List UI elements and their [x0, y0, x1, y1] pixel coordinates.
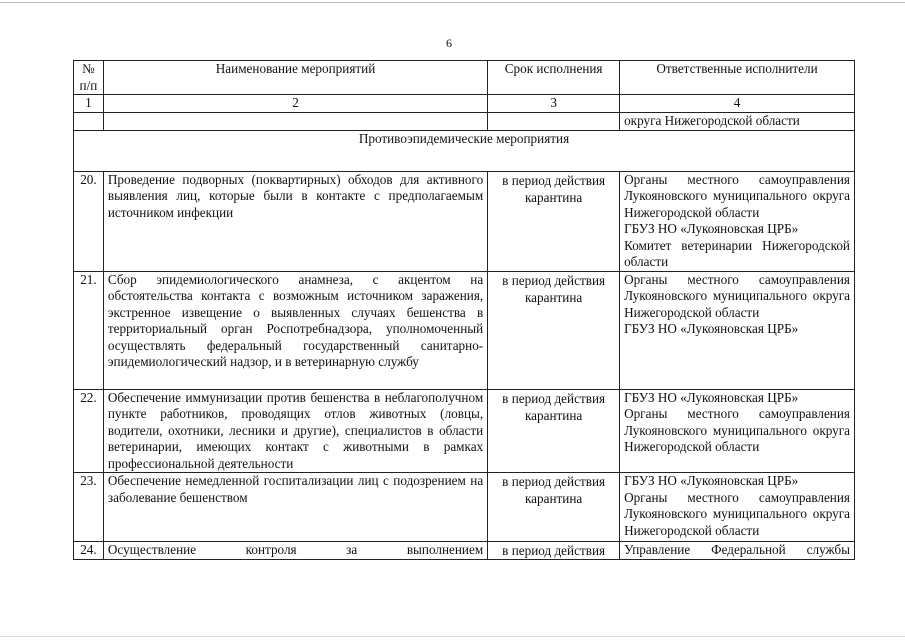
row-responsible	[620, 389, 855, 473]
responsible-line: ГБУЗ НО «Лукояновская ЦРБ»	[624, 473, 799, 488]
page-number: 6	[446, 36, 452, 50]
responsible-line: Органы местного самоуправления Лукояновского муниципального округа Нижегородской области	[624, 171, 850, 220]
responsible-line: ГБУЗ НО «Лукояновская ЦРБ»	[624, 321, 799, 336]
responsible-line: Органы местного самоуправления Лукояновского муниципального округа Нижегородской области	[624, 406, 850, 454]
index-cell: 4	[620, 95, 855, 113]
scan-edge-top	[0, 2, 905, 3]
index-cell: 1	[74, 95, 104, 113]
index-cell: 3	[488, 95, 620, 113]
header-name: Наименование мероприятий	[103, 61, 487, 95]
responsible-line: Органы местного самоуправления Лукояновского муниципального округа Нижегородской области	[624, 271, 850, 320]
responsible-line: Управление Федеральной службы	[624, 542, 850, 557]
continuation-row	[74, 112, 855, 130]
table-row	[74, 389, 855, 473]
scan-edge-bottom	[0, 636, 905, 637]
row-name: Сбор эпидемиологического анамнеза, с акцентом на обстоятельства контакта с возможным источником заражения, экстренное извещение о выявленных случаях бешенства в территориальный орган Роспотребнадзора, уполномоченный осуществлять федеральный государственный санитарно-эпидемиологический надзор, и в ветеринарную службу	[103, 271, 487, 389]
row-term: в период действия	[488, 542, 620, 560]
row-term: в период действия карантина	[488, 171, 620, 271]
table-row	[74, 542, 855, 560]
table-row	[74, 473, 855, 542]
measures-table	[73, 60, 855, 560]
header-term: Срок исполнения	[488, 61, 620, 95]
row-name: Проведение подворных (поквартирных) обходов для активного выявления лиц, которые были в контакте с предполагаемым источником инфекции	[103, 171, 487, 271]
header-num: № п/п	[74, 61, 104, 95]
row-responsible	[620, 271, 855, 389]
responsible-line: ГБУЗ НО «Лукояновская ЦРБ»	[624, 389, 799, 405]
row-responsible	[620, 171, 855, 271]
responsible-line: Органы местного самоуправления Лукояновского муниципального округа Нижегородской области	[624, 489, 850, 538]
row-number: 23.	[74, 473, 104, 542]
row-responsible	[620, 473, 855, 542]
continuation-term	[488, 112, 620, 130]
responsible-line: Комитет ветеринарии Нижегородской области	[624, 237, 850, 269]
row-term: в период действия карантина	[488, 473, 620, 542]
row-term: в период действия карантина	[488, 271, 620, 389]
table-row	[74, 271, 855, 389]
table-row	[74, 171, 855, 271]
row-number: 21.	[74, 271, 104, 389]
index-cell: 2	[103, 95, 487, 113]
row-responsible	[620, 542, 855, 560]
row-number: 20.	[74, 171, 104, 271]
row-name: Осуществление контроля за выполнением	[103, 542, 487, 560]
row-name: Обеспечение иммунизации против бешенства в неблагополучном пункте работников, проводящих отлов животных (ловцы, водители, охотники, лесники и другие), специалистов в области ветеринарии, имеющих контакт с животными в рамках профессиональной деятельности	[103, 389, 487, 473]
section-title: Противоэпидемические мероприятия	[74, 130, 855, 171]
continuation-num	[74, 112, 104, 130]
header-responsible: Ответственные исполнители	[620, 61, 855, 95]
row-number: 22.	[74, 389, 104, 473]
table-header-row	[74, 61, 855, 95]
continuation-name	[103, 112, 487, 130]
row-term: в период действия карантина	[488, 389, 620, 473]
row-number: 24.	[74, 542, 104, 560]
section-row	[74, 130, 855, 171]
continuation-responsible: округа Нижегородской области	[620, 112, 855, 130]
row-name: Обеспечение немедленной госпитализации лиц с подозрением на заболевание бешенством	[103, 473, 487, 542]
index-row	[74, 95, 855, 113]
responsible-line: ГБУЗ НО «Лукояновская ЦРБ»	[624, 221, 799, 236]
